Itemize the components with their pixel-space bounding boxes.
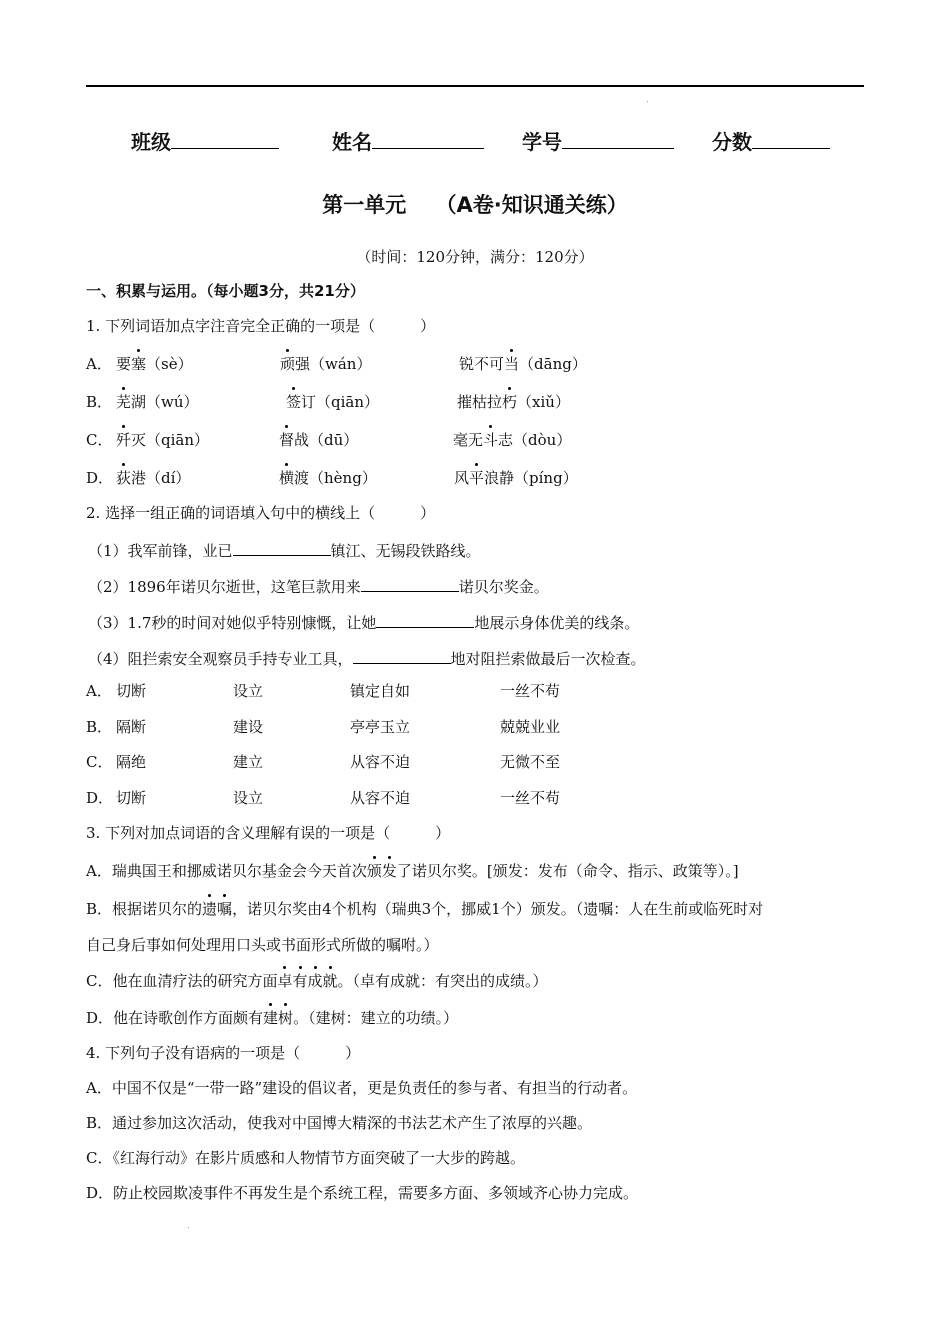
q1-option-b-word-2: 签订（qiān） — [286, 393, 380, 411]
student-id-blank[interactable] — [562, 126, 674, 149]
q2-option-c-word-1: 隔绝 — [116, 753, 147, 771]
question-4-stem: 4. 下列句子没有语病的一项是（ ） — [86, 1044, 361, 1062]
q2-option-c-word-2: 建立 — [233, 753, 264, 771]
score-field: 分数 — [712, 126, 830, 155]
speck — [647, 101, 648, 102]
q2-option-b-word-4: 兢兢业业 — [500, 718, 561, 736]
q1-option-c-label[interactable]: C． — [86, 431, 113, 449]
name-field: 姓名 — [332, 126, 484, 155]
exam-subtitle: （时间：120分钟，满分：120分） — [356, 248, 594, 266]
q2-option-a-word-4: 一丝不苟 — [500, 682, 561, 700]
q1-option-d-word-3: 风平浪静（píng） — [454, 469, 578, 487]
q1-option-a-label[interactable]: A． — [86, 355, 112, 373]
q3-option-b-cont: 自己身后事如何处理用口头或书面形式所做的嘱咐。） — [86, 936, 439, 954]
class-field: 班级 — [131, 126, 279, 155]
q2-option-b-word-1: 隔断 — [116, 718, 147, 736]
q2-option-d-word-2: 设立 — [233, 789, 264, 807]
q1-option-a-word-2: 顽强（wán） — [280, 355, 372, 373]
top-rule — [86, 85, 864, 87]
q3-b-dotted: 遗嘱 — [202, 900, 233, 918]
q2-sentence-1: （1）我军前锋，业已 镇江、无锡段铁路线。 — [88, 537, 481, 562]
score-blank[interactable] — [752, 126, 830, 149]
q2-option-d-label[interactable]: D． — [86, 789, 114, 807]
student-info-row — [0, 126, 950, 158]
q2-option-b-label[interactable]: B． — [86, 718, 113, 736]
q3-c-dotted: 卓有成就 — [277, 972, 338, 990]
q2-blank-1[interactable] — [233, 537, 331, 556]
q3-a-dotted: 颁发 — [366, 862, 397, 880]
q2-option-a-word-1: 切断 — [116, 682, 147, 700]
q4-option-b[interactable]: B．通过参加这次活动，使我对中国博大精深的书法艺术产生了浓厚的兴趣。 — [86, 1114, 593, 1132]
q2-option-a-label[interactable]: A． — [86, 682, 112, 700]
q1-option-b-word-1: 芜湖（wú） — [116, 393, 199, 411]
class-blank[interactable] — [171, 126, 279, 149]
q3-d-dotted: 建树 — [263, 1009, 294, 1027]
page-title: 第一单元 （A卷·知识通关练） — [322, 193, 628, 217]
q4-option-d[interactable]: D．防止校园欺凌事件不再发生是个系统工程，需要多方面、多领域齐心协力完成。 — [86, 1184, 639, 1202]
q2-option-d-word-1: 切断 — [116, 789, 147, 807]
q3-option-d[interactable]: D．他在诗歌创作方面颇有建树。（建树：建立的功绩。） — [86, 1009, 459, 1027]
speck — [188, 1227, 189, 1228]
q2-blank-2[interactable] — [361, 573, 459, 592]
q4-option-a[interactable]: A．中国不仅是“一带一路”建设的倡议者，更是负责任的参与者、有担当的行动者。 — [86, 1079, 638, 1097]
question-1-stem: 1. 下列词语加点字注音完全正确的一项是（ ） — [86, 317, 436, 335]
q1-option-c-word-3: 毫无斗志（dòu） — [453, 431, 572, 449]
q1-option-b-label[interactable]: B． — [86, 393, 113, 411]
question-3-stem: 3. 下列对加点词语的含义理解有误的一项是（ ） — [86, 824, 451, 842]
q2-option-b-word-3: 亭亭玉立 — [350, 718, 411, 736]
q3-option-b[interactable]: B．根据诺贝尔的遗嘱，诺贝尔奖由4个机构（瑞典3个，挪威1个）颁发。（遗嘱：人在生前或临死时对 — [86, 900, 764, 918]
q2-option-c-label[interactable]: C． — [86, 753, 113, 771]
q1-option-d-word-1: 荻港（dí） — [116, 469, 191, 487]
q2-option-a-word-3: 镇定自如 — [350, 682, 411, 700]
q2-sentence-3: （3）1.7秒的时间对她似乎特别慷慨，让她 地展示身体优美的线条。 — [88, 609, 639, 634]
q2-sentence-4: （4）阻拦索安全观察员手持专业工具， 地对阻拦索做最后一次检查。 — [88, 645, 646, 670]
q1-option-d-word-2: 横渡（hèng） — [279, 469, 377, 487]
section-heading: 一、积累与运用。（每小题3分，共21分） — [86, 282, 365, 300]
question-2-stem: 2. 选择一组正确的词语填入句中的横线上（ ） — [86, 504, 436, 522]
q1-option-b-word-3: 摧枯拉朽（xiǔ） — [457, 393, 570, 411]
name-blank[interactable] — [372, 126, 484, 149]
q2-blank-4[interactable] — [353, 645, 451, 664]
q2-option-d-word-4: 一丝不苟 — [500, 789, 561, 807]
q3-option-c[interactable]: C．他在血清疗法的研究方面卓有成就。（卓有成就：有突出的成绩。） — [86, 972, 548, 990]
q1-option-a-word-3: 锐不可当（dāng） — [459, 355, 587, 373]
q1-option-d-label[interactable]: D． — [86, 469, 114, 487]
q2-blank-3[interactable] — [376, 609, 474, 628]
q2-sentence-2: （2）1896年诺贝尔逝世，这笔巨款用来 诺贝尔奖金。 — [88, 573, 549, 598]
q2-option-c-word-4: 无微不至 — [500, 753, 561, 771]
q1-option-c-word-2: 督战（dū） — [279, 431, 359, 449]
q1-option-c-word-1: 歼灭（qiān） — [116, 431, 210, 449]
q2-option-c-word-3: 从容不迫 — [350, 753, 411, 771]
q2-option-b-word-2: 建设 — [233, 718, 264, 736]
q2-option-d-word-3: 从容不迫 — [350, 789, 411, 807]
q3-option-a[interactable]: A．瑞典国王和挪威诺贝尔基金会今天首次颁发了诺贝尔奖。[颁发：发布（命令、指示、政策等）。] — [86, 862, 739, 880]
q2-option-a-word-2: 设立 — [233, 682, 264, 700]
q4-option-c[interactable]: C．《红海行动》在影片质感和人物情节方面突破了一大步的跨越。 — [86, 1149, 525, 1167]
q1-option-a-word-1: 要塞（sè） — [116, 355, 193, 373]
student-id-field: 学号 — [522, 126, 674, 155]
